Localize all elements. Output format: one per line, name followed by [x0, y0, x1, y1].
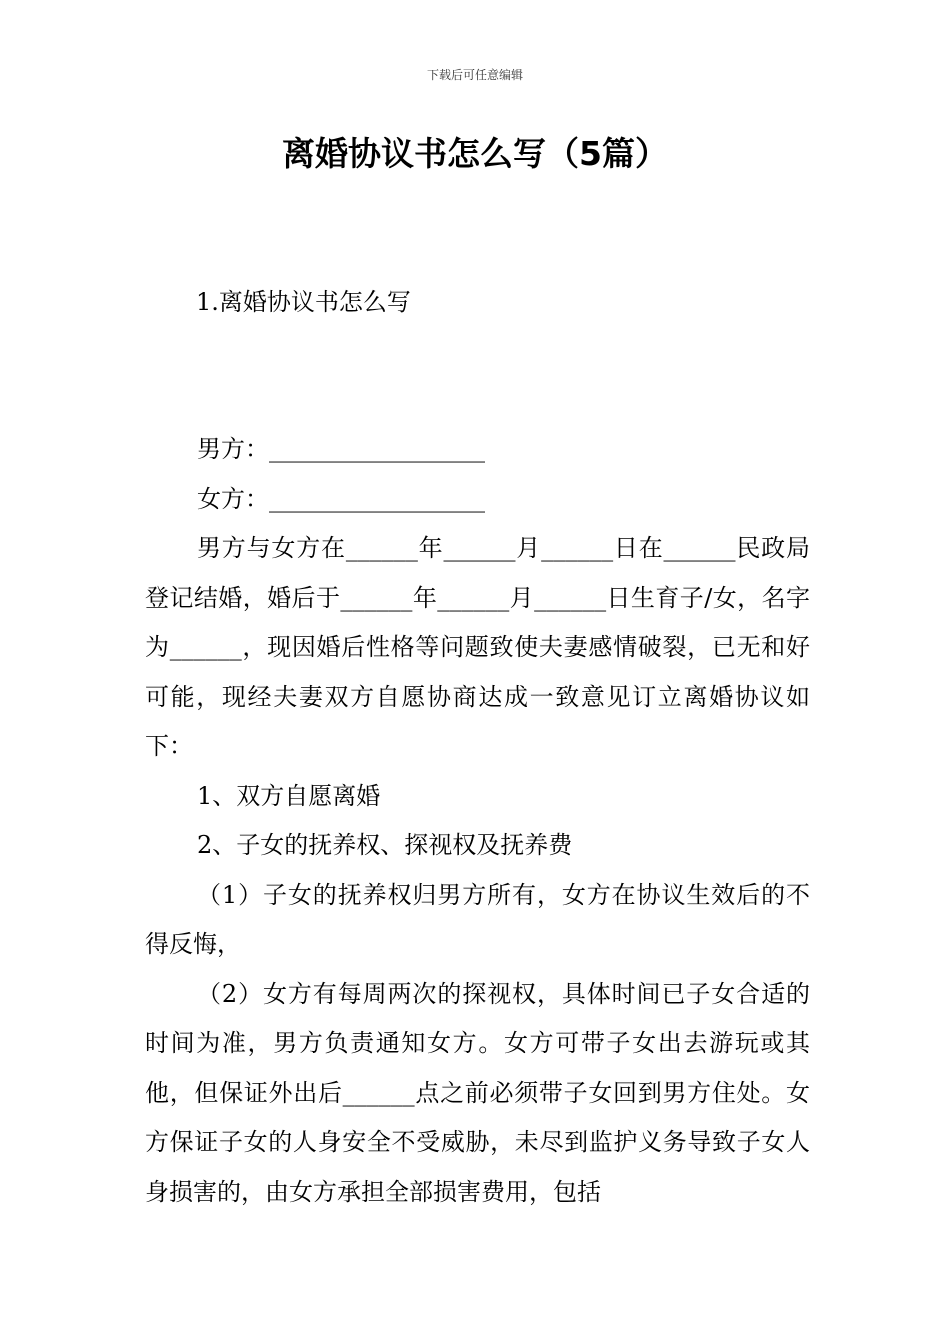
document-body	[145, 425, 810, 1217]
clause-1-paragraph: （1）子女的抚养权归男方所有，女方在协议生效后的不得反悔，	[145, 880, 810, 958]
male-party-line: 男方：__________________	[197, 435, 485, 463]
female-party-line: 女方：__________________	[197, 484, 485, 513]
list-item-2: 2、子女的抚养权、探视权及抚养费	[197, 831, 573, 859]
document-title: 离婚协议书怎么写（5篇）	[282, 134, 668, 173]
clause-2-paragraph: （2）女方有每周两次的探视权，具体时间已子女合适的时间为准，男方负责通知女方。女方可带子女出去游玩或其他，但保证外出后______点之前必须带子女回到男方住处。女方保证子女的人身安全不受威胁，未尽到监护义务导致子女人身损害的，由女方承担全部损害费用，包括	[145, 979, 810, 1206]
section-heading: 1.离婚协议书怎么写	[196, 288, 411, 316]
list-item-1: 1、双方自愿离婚	[197, 781, 381, 810]
header-note: 下载后可任意编辑	[426, 68, 523, 82]
intro-paragraph: 男方与女方在______年______月______日在______民政局登记结婚，婚后于______年______月______日生育子/女，名字为______，现因婚后性格等问题致使夫妻感情破裂，已无和好可能，现经夫妻双方自愿协商达成一致意见订立离婚协议如下：	[145, 534, 810, 760]
